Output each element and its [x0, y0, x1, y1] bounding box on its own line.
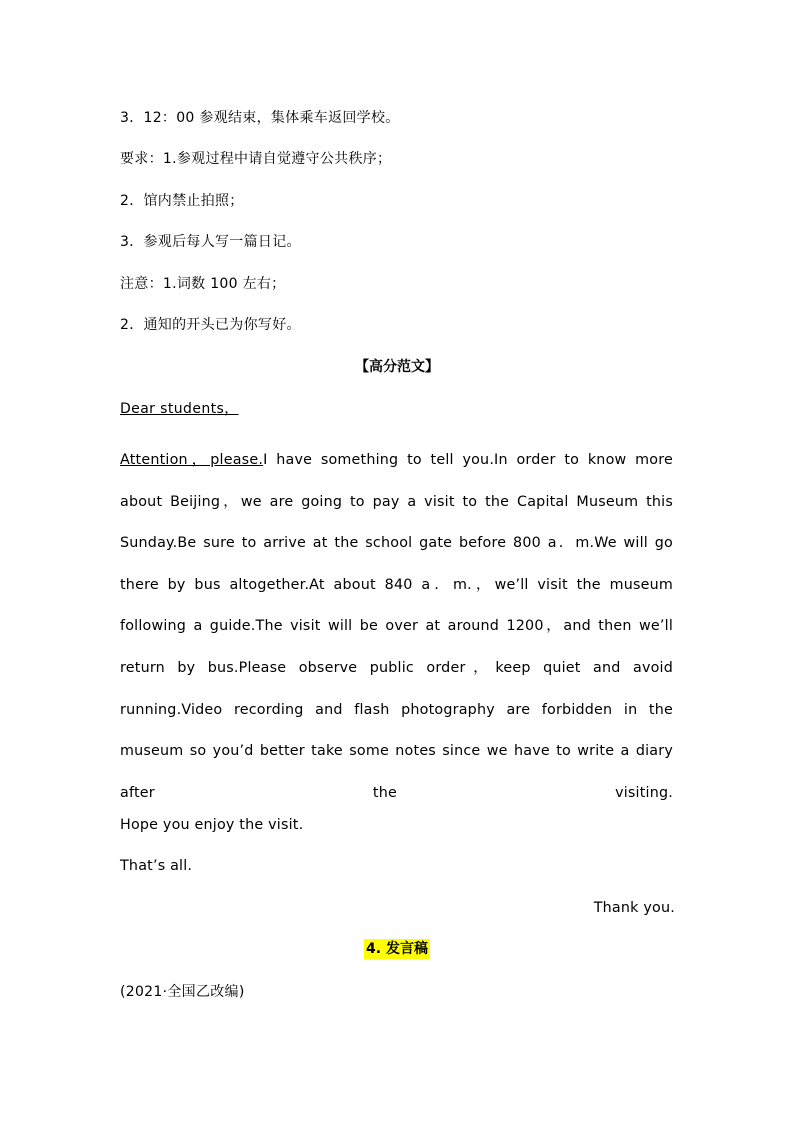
- requirements-line-1: 要求：1.参观过程中请自觉遵守公共秩序；: [120, 151, 392, 167]
- requirements-line-3: 3．参观后每人写一篇日记。: [120, 234, 301, 250]
- thank-you-line: Thank you.: [593, 900, 675, 916]
- essay-body: [120, 440, 673, 856]
- section-title-text: 4. 发言稿: [366, 941, 428, 957]
- section-title: [0, 939, 794, 959]
- sample-heading: 【高分范文】: [355, 359, 439, 375]
- schedule-line-3: 3．12：00 参观结束，集体乘车返回学校。: [120, 110, 400, 126]
- notes-line-1: 注意：1.词数 100 左右；: [120, 276, 286, 292]
- requirements-line-2: 2．馆内禁止拍照；: [120, 193, 244, 209]
- section-source: (2021·全国乙改编): [120, 984, 245, 1000]
- essay-text: I have something to tell you.In order to know more about Beijing，we are going to pay a visit to the Capital Museum this Sunday.Be sure to arrive at the school gate before 800 a．m.We will go there by bus altogether.At about 840 a．m.，we’ll visit the museum following a guide.The visit will be over at around 1200，and then we’ll return by bus.Please observe public order，keep quiet and avoid running.Video recording and flash photography are forbidden in the museum so you’d better take some notes since we have to write a diary after the visiting.: [120, 452, 673, 801]
- greeting: Dear students，: [120, 401, 239, 417]
- hope-line: Hope you enjoy the visit.: [120, 817, 304, 833]
- notes-line-2: 2．通知的开头已为你写好。: [120, 317, 301, 333]
- thats-all-line: That’s all.: [120, 858, 193, 874]
- attention-phrase: Attention，please.: [120, 452, 264, 468]
